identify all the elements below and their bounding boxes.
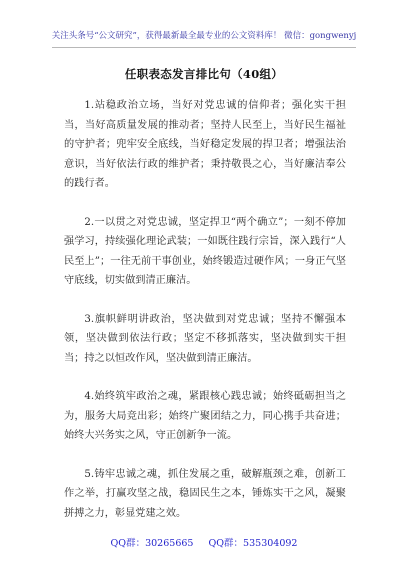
footer-qq-group-2: QQ群：535304092 [208, 538, 298, 549]
paragraph-4: 4.始终筑牢政治之魂，紧跟核心践忠诚；始终砥砺担当之为，服务大局竞出彩；始终广聚团结之力，同心携手共奋进；始终大兴务实之风，守正创新争一流。 [64, 391, 346, 441]
document-title: 任职表态发言排比句（40组） [124, 67, 284, 81]
header-note: 关注头条号“公文研究”，获得最新最全最专业的公文资料库！ 微信：gongwenyj [51, 31, 357, 41]
paragraph-2: 2.一以贯之对党忠诚，坚定捍卫“两个确立”；一刻不停加强学习，持续强化理论武装；一如既往践行宗旨，深入践行“人民至上”；一往无前干事创业，始终锻造过硬作风；一身正气坚守底线，切实做到清正廉洁。 [64, 216, 346, 286]
paragraph-3: 3.旗帜鲜明讲政治，坚决做到对党忠诚；坚持不懈强本领，坚决做到依法行政；坚定不移抓落实，坚决做到实干担当；持之以恒改作风，坚决做到清正廉洁。 [64, 313, 346, 364]
paragraph-5: 5.铸牢忠诚之魂，抓住发展之重，破解瓶颈之难，创新工作之举，打赢攻坚之战，稳固民生之本，锤炼实干之风，凝聚拼搏之力，彰显党建之效。 [64, 468, 346, 519]
paragraph-1: 1.站稳政治立场，当好对党忠诚的信仰者；强化实干担当，当好高质量发展的推动者；坚持人民至上，当好民生福祉的守护者；兜牢安全底线，当好稳定发展的捍卫者；增强法治意识，当好依法行政的维护者；秉持敬畏之心，当好廉洁奉公的践行者。 [64, 100, 346, 189]
footer-contacts [0, 535, 408, 549]
header-divider [52, 47, 356, 48]
document-body [64, 96, 346, 542]
footer-qq-group-1: QQ群：30265665 [110, 538, 194, 549]
